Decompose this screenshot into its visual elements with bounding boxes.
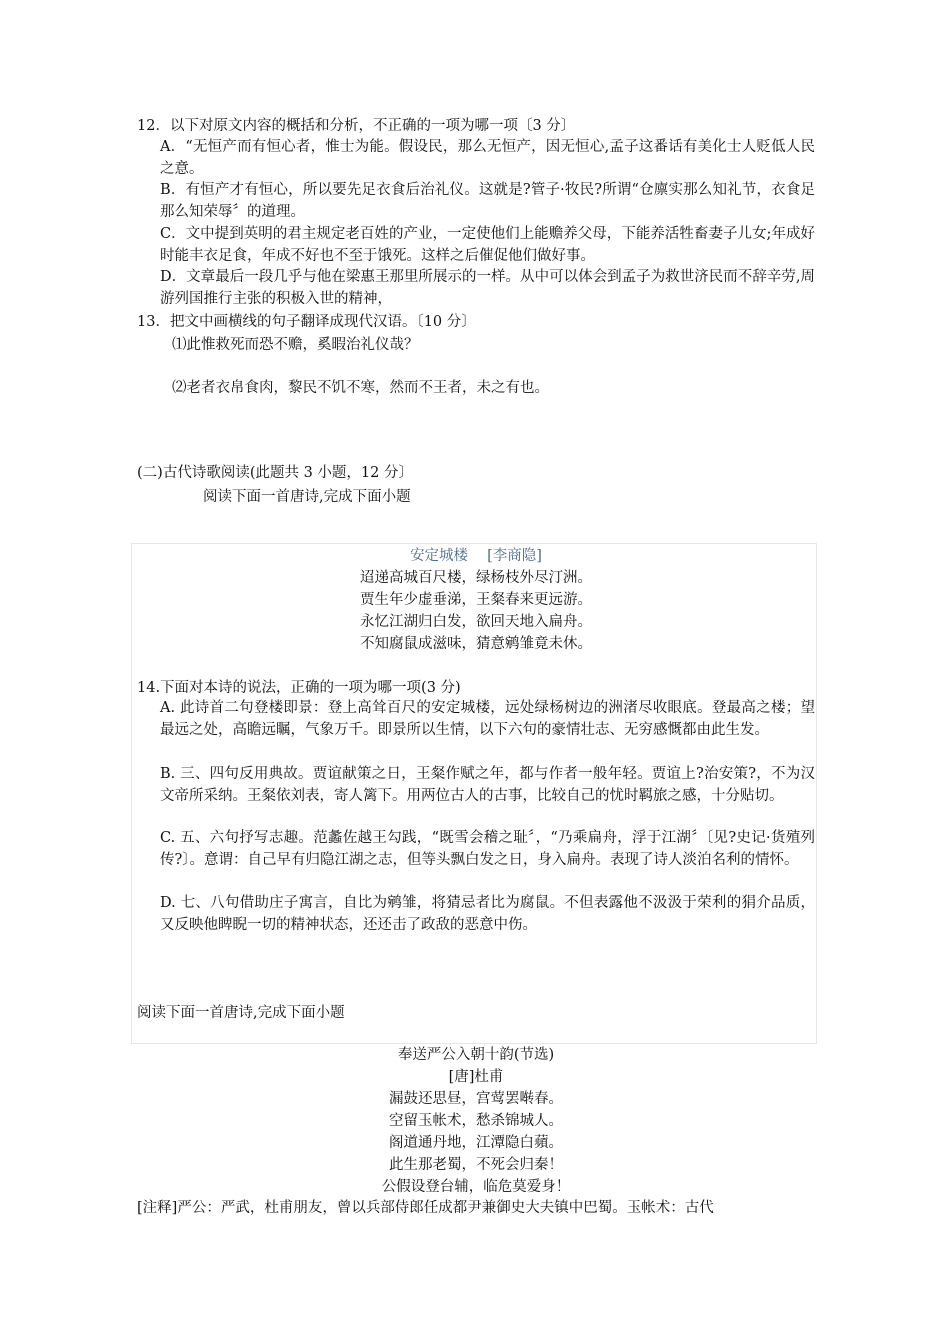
poem-line: 不知腐鼠成滋味，猜意鹓雏竟未休。 — [360, 636, 592, 652]
poem-line: 永忆江湖归白发，欲回天地入扁舟。 — [360, 614, 592, 630]
q12-option-d: D．文章最后一段几乎与他在梁惠王那里所展示的一样。从中可以体会到孟子为救世济民而不辞辛劳,周游列国推行主张的积极入世的精神， — [160, 269, 815, 307]
q14-stem: 14.下面对本诗的说法，正确的一项为哪一项(3 分) — [137, 680, 461, 696]
q13-sentence-1: ⑴此惟救死而恐不赡，奚暇治礼仪哉？ — [172, 337, 419, 353]
q12-option-a: A．“无恒产而有恒心者，惟士为能。假设民，那么无恒产，因无恒心,孟子这番话有美化士人贬低人民之意。 — [160, 139, 815, 177]
poem2-title: 奉送严公入朝十韵(节选) — [397, 1047, 555, 1063]
q13-stem: 13．把文中画横线的句子翻译成现代汉语。〔10 分〕 — [137, 314, 476, 330]
poem-title: 安定城楼 [李商隐] — [410, 548, 542, 564]
q12-option-c: C．文中提到英明的君主规定老百姓的产业，一定使他们上能赡养父母，下能养活牲畜妻子儿女;年成好时能丰衣足食，年成不好也不至于饿死。这样之后催促他们做好事。 — [160, 226, 815, 264]
second-poem-intro: 阅读下面一首唐诗,完成下面小题 — [137, 1005, 345, 1021]
q12-option-b: B．有恒产才有恒心，所以要先足衣食后治礼仪。这就是?管子·牧民?所谓“仓廪实那么知礼节，衣食足那么知荣辱〞的道理。 — [160, 182, 815, 220]
q14-option-a: A. 此诗首二句登楼即景：登上高耸百尺的安定城楼，远处绿杨树边的洲渚尽收眼底。登最高之楼；望最远之处，高瞻远瞩，气象万千。即景所以生情，以下六句的豪情壮志、无穷感慨都由此生发。 — [160, 700, 815, 738]
poem2-annotation: [注释]严公：严武，杜甫朋友，曾以兵部侍郎任成都尹兼御史大夫镇中巴蜀。玉帐术：古代 — [137, 1200, 714, 1216]
q12-stem: 12．以下对原文内容的概括和分析，不正确的一项为哪一项〔3 分〕 — [137, 118, 576, 134]
poem2-line: 此生那老蜀，不死会归秦！ — [389, 1157, 563, 1173]
section-title: (二)古代诗歌阅读(此题共 3 小题，12 分〕 — [137, 465, 413, 481]
poem2-line: 空留玉帐术，愁杀锦城人。 — [389, 1113, 563, 1129]
poem2-line: 漏鼓还思昼，宫莺罢啭春。 — [389, 1091, 563, 1107]
q14-option-c: C. 五、六句抒写志趣。范蠡佐越王勾践，“既雪会稽之耻〞，“乃乘扁舟，浮于江湖〞〔见?史记·货殖列传?〕。意谓：自己早有归隐江湖之志，但等头飘白发之日，身入扁舟。表现了诗人淡泊名利的情怀。 — [160, 830, 815, 868]
q13-sentence-2: ⑵老者衣帛食肉，黎民不饥不寒，然而不王者，未之有也。 — [172, 380, 549, 396]
q14-option-b: B. 三、四句反用典故。贾谊献策之日，王粲作赋之年，都与作者一般年轻。贾谊上?治安策?，不为汉文帝所采纳。王粲依刘表，寄人篱下。用两位古人的古事，比较自己的忧时羁旅之感，十分贴切。 — [160, 766, 815, 804]
q14-option-d: D. 七、八句借助庄子寓言，自比为鹓雏，将猜忌者比为腐鼠。不但表露他不汲汲于荣利的狷介品质，又反映他睥睨一切的精神状态，还还击了政敌的恶意中伤。 — [160, 895, 815, 933]
poem2-line: 公假设登台辅，临危莫爱身！ — [381, 1179, 571, 1195]
poem2-line: 阁道通丹地，江潭隐白蘋。 — [389, 1135, 563, 1151]
poem2-author: [唐]杜甫 — [448, 1069, 504, 1085]
section-intro: 阅读下面一首唐诗,完成下面小题 — [203, 489, 411, 505]
poem-line: 贾生年少虚垂涕，王粲春来更远游。 — [360, 592, 592, 608]
poem-line: 迢递高城百尺楼，绿杨枝外尽汀洲。 — [360, 570, 592, 586]
